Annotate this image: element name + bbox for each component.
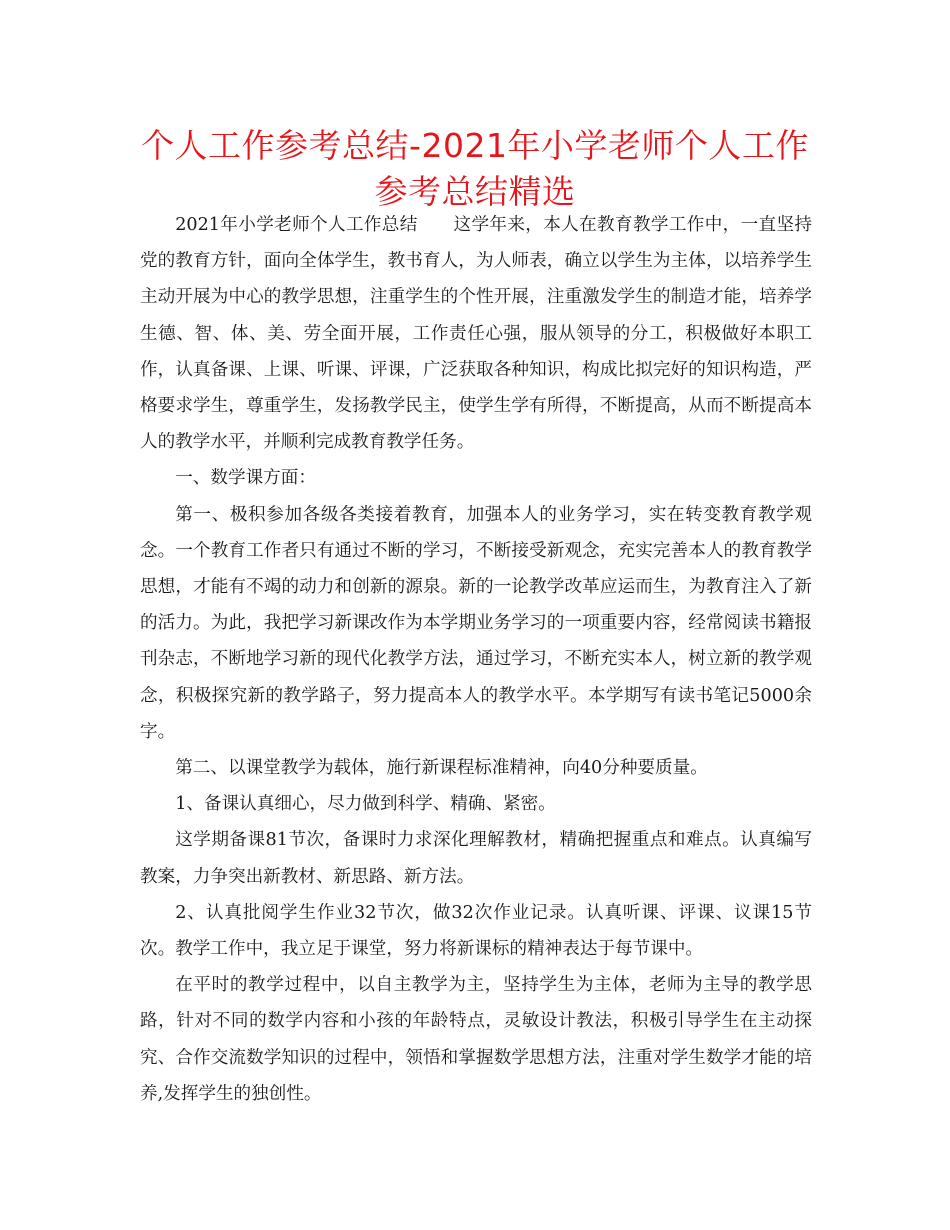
paragraph-intro: 2021年小学老师个人工作总结 这学年来，本人在教育教学工作中，一直坚持党的教育方针，面向全体学生，教书育人，为人师表，确立以学生为主体，以培养学生主动开展为中心的教学思想，注重学生的个性开展，注重激发学生的制造才能，培养学生德、智、体、美、劳全面开展，工作责任心强，服从领导的分工，积极做好本职工作，认真备课、上课、听课、评课，广泛获取各种知识，构成比拟完好的知识构造，严格要求学生，尊重学生，发扬教学民主，使学生学有所得，不断提高，从而不断提高本人的教学水平，并顺利完成教育教学任务。 (140, 215, 812, 453)
list-item-homework: 2、认真批阅学生作业32节次，做32次作业记录。认真听课、评课、议课15节次。教学工作中，我立足于课堂，努力将新课标的精神表达于每节课中。 (140, 902, 812, 960)
paragraph-point-one: 第一、极积参加各级各类接着教育，加强本人的业务学习，实在转变教育教学观念。一个教育工作者只有通过不断的学习，不断接受新观念，充实完善本人的教育教学思想，才能有不竭的动力和创新的源泉。新的一论教学改革应运而生，为教育注入了新的活力。为此，我把学习新课改作为本学期业务学习的一项重要内容，经常阅读书籍报刊杂志，不断地学习新的现代化教学方法，通过学习，不断充实本人，树立新的教学观念，积极探究新的教学路子，努力提高本人的教学水平。本学期写有读书笔记5000余字。 (140, 504, 812, 742)
section-heading-math: 一、数学课方面： (175, 468, 316, 489)
list-item-lesson-prep: 1、备课认真细心，尽力做到科学、精确、紧密。 (175, 794, 556, 815)
document-body (140, 207, 812, 1112)
document-title: 个人工作参考总结-2021年小学老师个人工作参考总结精选 (141, 126, 809, 211)
paragraph-lesson-prep-detail: 这学期备课81节次，备课时力求深化理解教材，精确把握重点和难点。认真编写教案，力争突出新教材、新思路、新方法。 (140, 830, 812, 887)
paragraph-point-two: 第二、以课堂教学为载体，施行新课程标准精神，向40分种要质量。 (175, 758, 708, 779)
paragraph-teaching-process: 在平时的教学过程中，以自主教学为主，坚持学生为主体，老师为主导的教学思路，针对不同的数学内容和小孩的年龄特点，灵敏设计教法，积极引导学生在主动探究、合作交流数学知识的过程中，领悟和掌握数学思想方法，注重对学生数学才能的培养,发挥学生的独创性。 (140, 975, 812, 1104)
